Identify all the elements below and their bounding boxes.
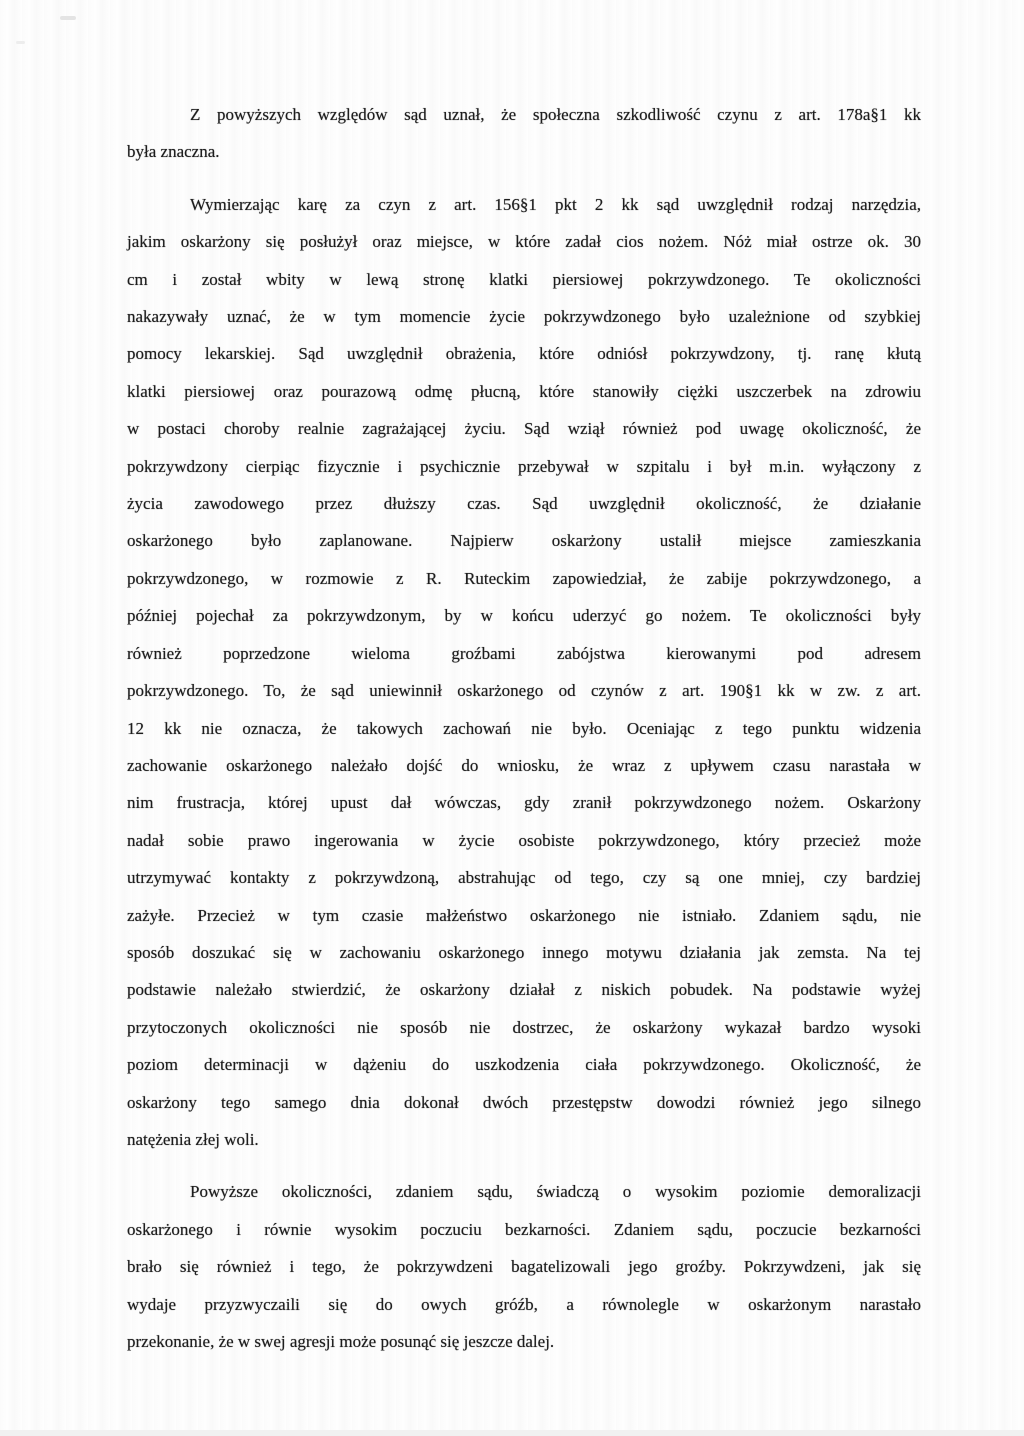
- text-line: sposób doszukać się w zachowaniu oskarżonego innego motywu działania jak zemsta. Na tej: [127, 942, 921, 962]
- text-line: wydaje przyzwyczaili się do owych gróźb, a równolegle w oskarżonym narastało: [127, 1294, 921, 1314]
- text-line: pokrzywdzonego. To, że sąd uniewinnił oskarżonego od czynów z art. 190§1 kk w zw. z art.: [127, 681, 921, 701]
- text-line: przytoczonych okoliczności nie sposób nie dostrzec, że oskarżony wykazał bardzo wysoki: [127, 1017, 921, 1037]
- scan-smudge: [16, 41, 25, 44]
- text-line: Z powyższych względów sąd uznał, że społeczna szkodliwość czynu z art. 178a§1 kk: [190, 105, 921, 124]
- text-line: utrzymywać kontakty z pokrzywdzoną, abstrahując od tego, czy są one mniej, czy bardziej: [127, 868, 921, 888]
- text-line: 12 kk nie oznacza, że takowych zachowań nie było. Oceniając z tego punktu widzenia: [127, 718, 921, 738]
- text-line: była znaczna.: [127, 142, 220, 162]
- text-line: oskarżony tego samego dnia dokonał dwóch przestępstw dowodzi również jego silnego: [127, 1092, 921, 1112]
- text-line: klatki piersiowej oraz pourazową odmę płucną, które stanowiły ciężki uszczerbek na zdrowiu: [127, 381, 921, 401]
- text-line: Wymierzając karę za czyn z art. 156§1 pkt 2 kk sąd uwzględnił rodzaj narzędzia,: [190, 194, 921, 214]
- scan-edge-artifact: [0, 1430, 1024, 1436]
- text-line: zażyłe. Przecież w tym czasie małżeństwo oskarżonego nie istniało. Zdaniem sądu, nie: [127, 905, 921, 925]
- text-line: zachowanie oskarżonego należało dojść do wniosku, że wraz z upływem czasu narastała w: [127, 755, 921, 775]
- text-line: oskarżonego było zaplanowane. Najpierw oskarżony ustalił miejsce zamieszkania: [127, 531, 921, 551]
- text-line: jakim oskarżony się posłużył oraz miejsce, w które zadał cios nożem. Nóż miał ostrze ok. 30: [127, 232, 921, 252]
- text-line: nim frustracja, której upust dał wówczas, gdy zranił pokrzywdzonego nożem. Oskarżony: [127, 793, 921, 813]
- text-line: pomocy lekarskiej. Sąd uwzględnił obrażenia, które odniósł pokrzywdzony, tj. ranę kłutą: [127, 344, 921, 364]
- text-line: nadał sobie prawo ingerowania w życie osobiste pokrzywdzonego, który przecież może: [127, 830, 921, 850]
- text-line: pokrzywdzony cierpiąc fizycznie i psychicznie przebywał w szpitalu i był m.in. wyłączony z: [127, 456, 921, 476]
- text-line: również poprzedzone wieloma groźbami zabójstwa kierowanymi pod adresem: [127, 643, 921, 663]
- text-line: oskarżonego i równie wysokim poczuciu bezkarności. Zdaniem sądu, poczucie bezkarności: [127, 1219, 921, 1239]
- text-line: pokrzywdzonego, w rozmowie z R. Ruteckim zapowiedział, że zabije pokrzywdzonego, a: [127, 568, 921, 588]
- paragraph-3: [127, 1173, 921, 1360]
- scan-smudge: [60, 16, 76, 20]
- text-line: brało się również i tego, że pokrzywdzeni bagatelizowali jego groźby. Pokrzywdzeni, jak się: [127, 1257, 921, 1277]
- text-line: później pojechał za pokrzywdzonym, by w końcu uderzyć go nożem. Te okoliczności były: [127, 606, 921, 626]
- text-line: przekonanie, że w swej agresji może posunąć się jeszcze dalej.: [127, 1332, 555, 1351]
- judgment-text-block: [127, 96, 921, 1375]
- text-line: w postaci choroby realnie zagrażającej życiu. Sąd wziął również pod uwagę okoliczność, że: [127, 419, 921, 439]
- text-line: życia zawodowego przez dłuższy czas. Sąd uwzględnił okoliczność, że działanie: [127, 494, 921, 514]
- text-line: podstawie należało stwierdzić, że oskarżony działał z niskich pobudek. Na podstawie wyżej: [127, 980, 921, 1000]
- text-line: natężenia złej woli.: [127, 1129, 259, 1149]
- text-line: poziom determinacji w dążeniu do uszkodzenia ciała pokrzywdzonego. Okoliczność, że: [127, 1055, 921, 1075]
- text-line: Powyższe okoliczności, zdaniem sądu, świadczą o wysokim poziomie demoralizacji: [190, 1182, 921, 1202]
- paragraph-1: [127, 96, 921, 171]
- text-line: cm i został wbity w lewą stronę klatki piersiowej pokrzywdzonego. Te okoliczności: [127, 269, 921, 289]
- paragraph-2: [127, 186, 921, 1159]
- text-line: nakazywały uznać, że w tym momencie życie pokrzywdzonego było uzależnione od szybkiej: [127, 307, 921, 327]
